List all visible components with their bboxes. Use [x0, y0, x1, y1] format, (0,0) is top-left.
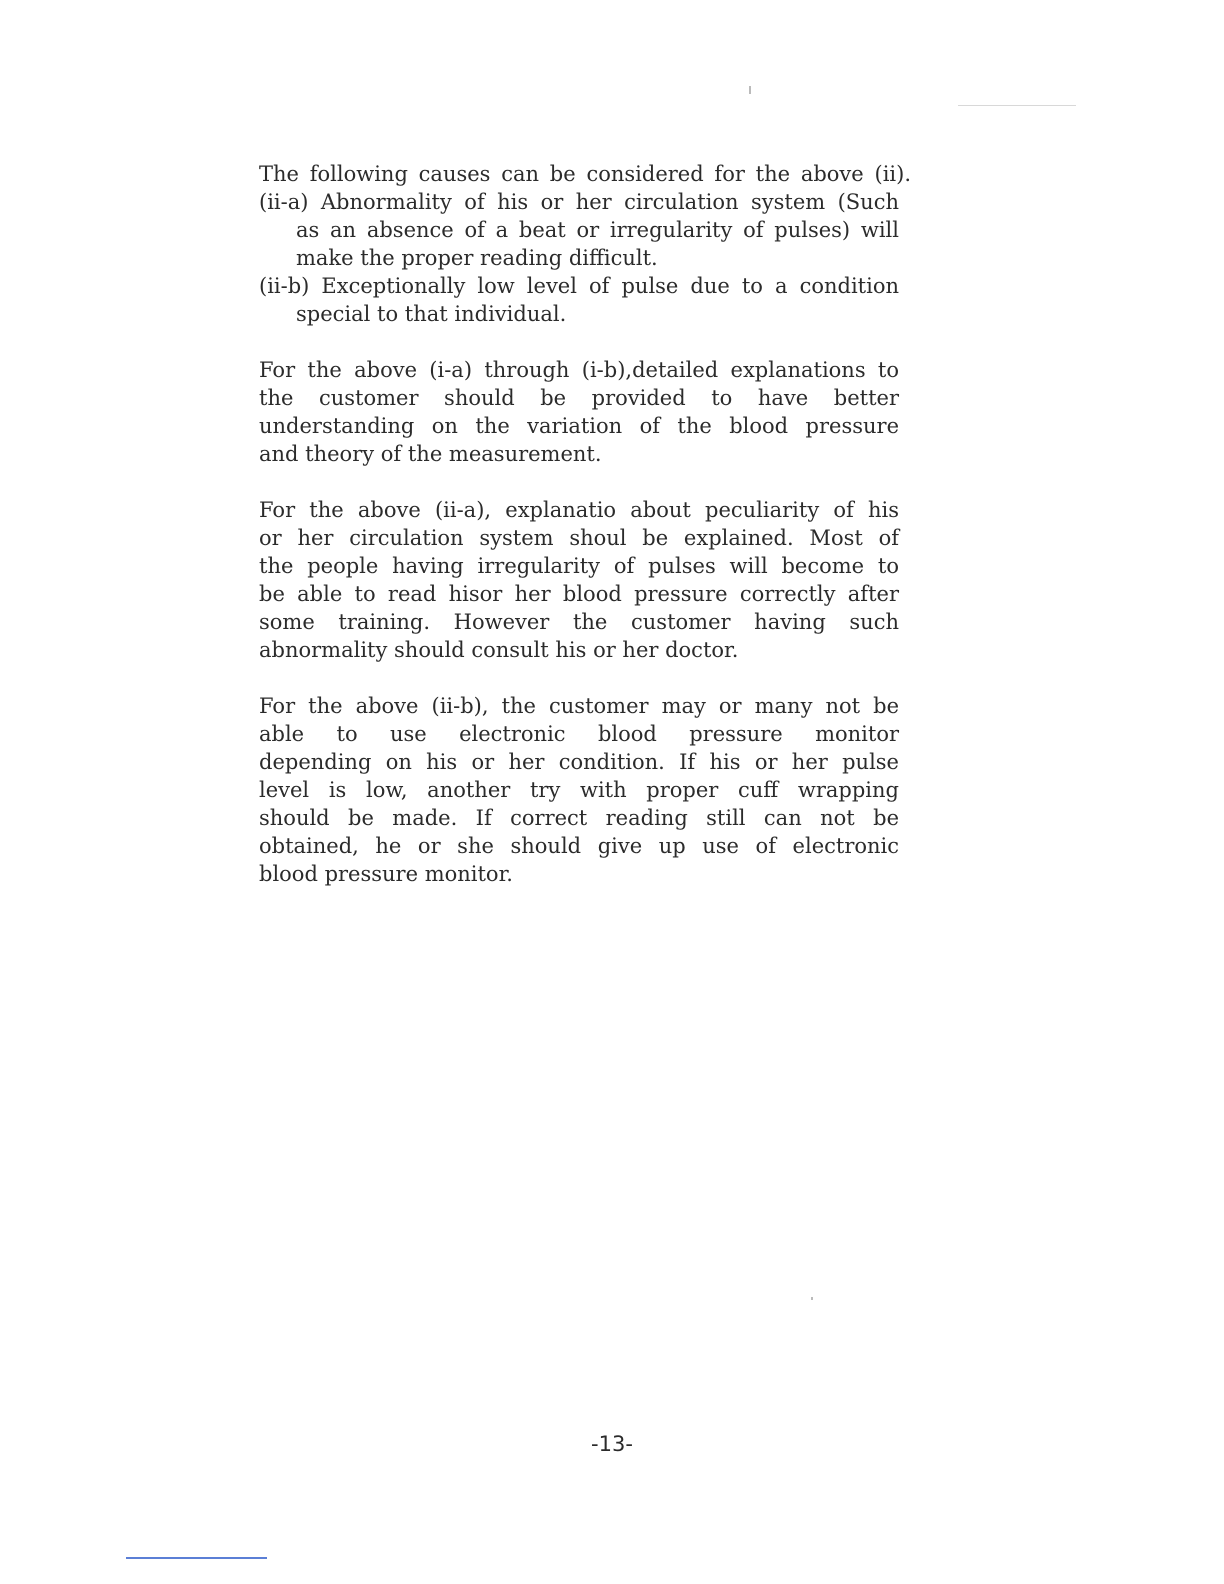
- page-body: [259, 160, 911, 916]
- scan-edge-line: [126, 1557, 267, 1559]
- cause-line: as an absence of a beat or irregularity of pulses) will: [296, 218, 899, 242]
- paragraph-line: should be made. If correct reading still can not be: [259, 806, 899, 830]
- scan-artifact: [811, 1297, 813, 1300]
- paragraph-explanations: [259, 356, 899, 468]
- paragraph-line: For the above (ii-b), the customer may or many not be: [259, 694, 899, 718]
- paragraph-line: understanding on the variation of the blood pressure: [259, 414, 899, 438]
- paragraph-line: be able to read hisor her blood pressure correctly after: [259, 582, 899, 606]
- paragraph-line: the people having irregularity of pulses will become to: [259, 554, 899, 578]
- paragraph-line: blood pressure monitor.: [259, 862, 513, 886]
- cause-line: (ii-a) Abnormality of his or her circulation system (Such: [259, 190, 899, 214]
- paragraph-line: For the above (ii-a), explanatio about peculiarity of his: [259, 498, 899, 522]
- cause-line: (ii-b) Exceptionally low level of pulse due to a condition: [259, 274, 899, 298]
- scan-artifact: [958, 105, 1076, 106]
- paragraph-line: the customer should be provided to have better: [259, 386, 899, 410]
- paragraph-ii-a: [259, 496, 899, 664]
- paragraph-line: some training. However the customer having such: [259, 610, 899, 634]
- scan-artifact: [749, 86, 751, 94]
- paragraph-line: depending on his or her condition. If his or her pulse: [259, 750, 899, 774]
- paragraph-line: For the above (i-a) through (i-b),detailed explanations to: [259, 358, 899, 382]
- paragraph-line: abnormality should consult his or her doctor.: [259, 638, 739, 662]
- paragraph-ii-b: [259, 692, 899, 888]
- cause-line: make the proper reading difficult.: [296, 246, 658, 270]
- paragraph-line: level is low, another try with proper cuff wrapping: [259, 778, 899, 802]
- paragraph-line: and theory of the measurement.: [259, 442, 602, 466]
- cause-item-ii-b: [259, 272, 899, 328]
- paragraph-line: able to use electronic blood pressure monitor: [259, 722, 899, 746]
- causes-section: [259, 160, 911, 328]
- page-number: -13-: [591, 1432, 633, 1456]
- causes-intro: The following causes can be considered for the above (ii).: [259, 162, 911, 186]
- cause-item-ii-a: [259, 188, 899, 272]
- paragraph-line: obtained, he or she should give up use of electronic: [259, 834, 899, 858]
- cause-line: special to that individual.: [296, 302, 567, 326]
- paragraph-line: or her circulation system shoul be explained. Most of: [259, 526, 899, 550]
